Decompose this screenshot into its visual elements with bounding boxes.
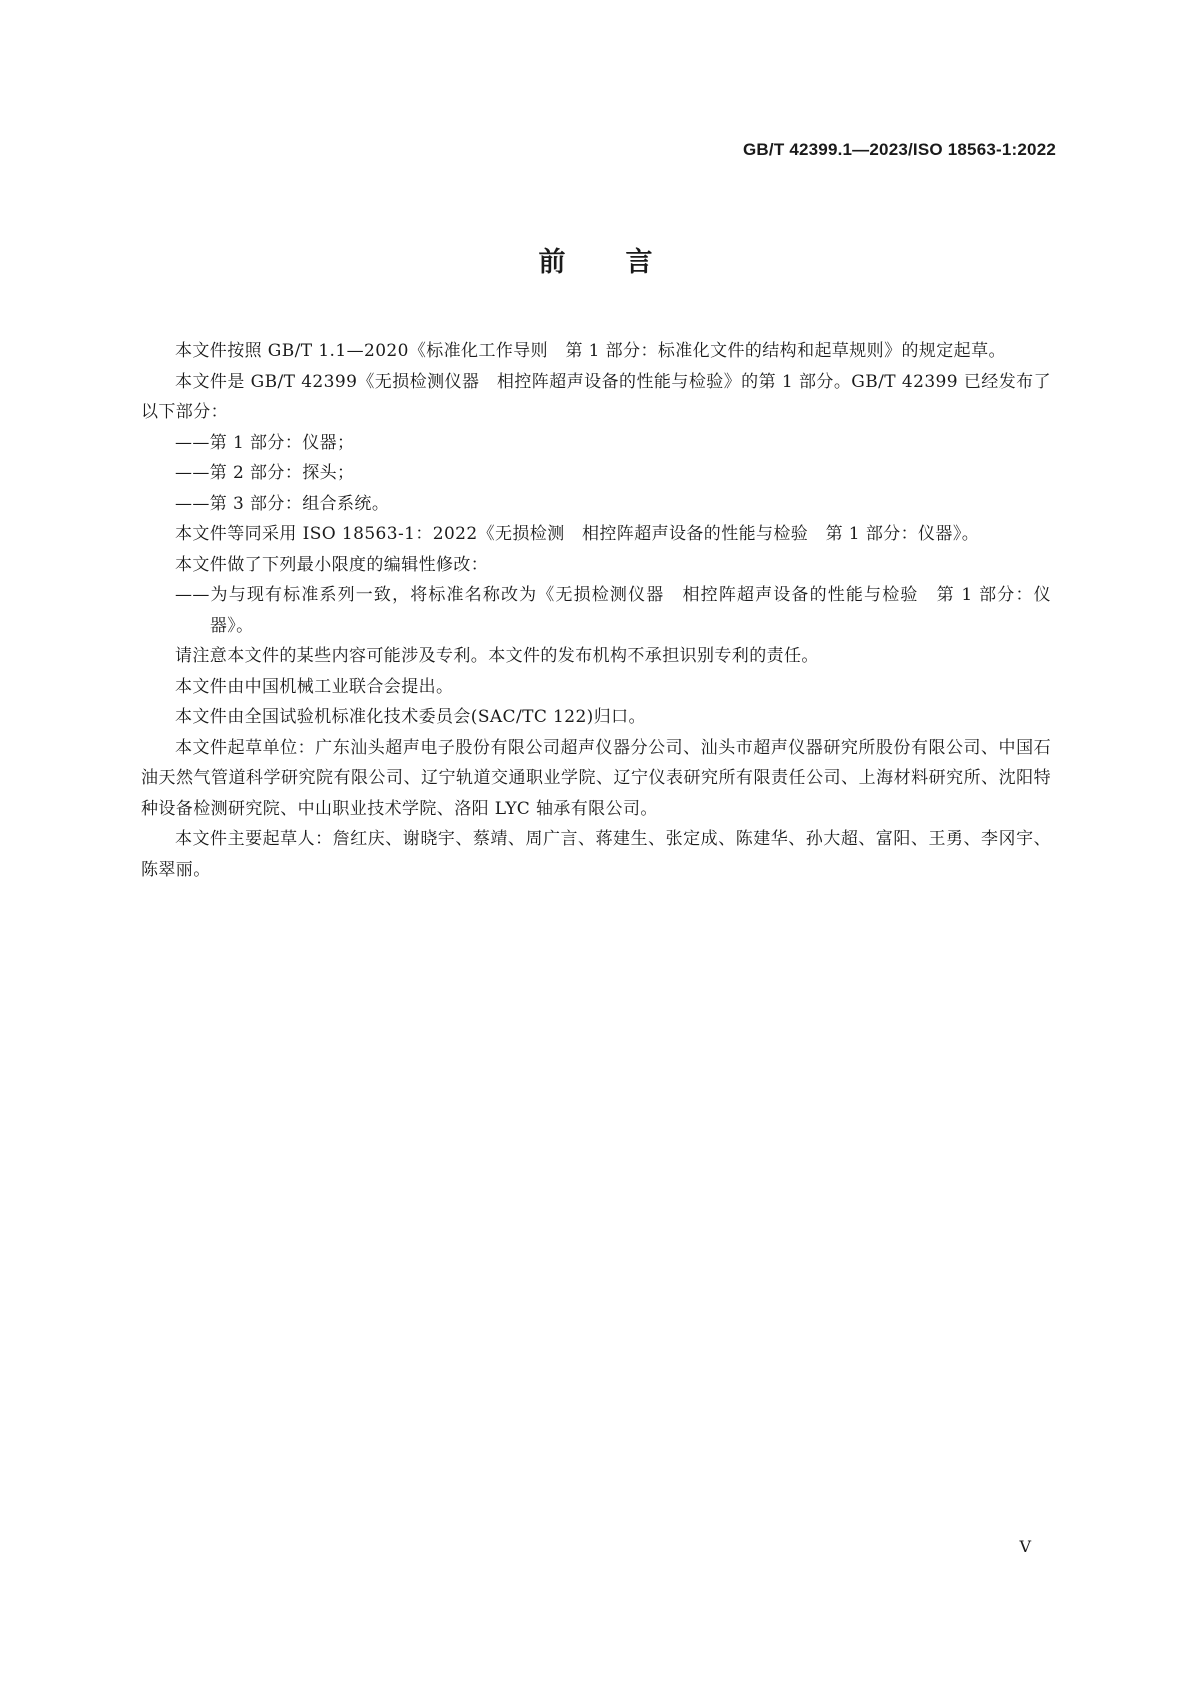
paragraph-drafting-units: 本文件起草单位：广东汕头超声电子股份有限公司超声仪器分公司、汕头市超声仪器研究所股份有限公司、中国石油天然气管道科学研究院有限公司、辽宁轨道交通职业学院、辽宁仪表研究所有限责任公司、上海材料研究所、沈阳特种设备检测研究院、中山职业技术学院、洛阳 LYC 轴承有限公司。 <box>141 737 1051 819</box>
paragraph-series-parts: 本文件是 GB/T 42399《无损检测仪器 相控阵超声设备的性能与检验》的第 1 部分。GB/T 42399 已经发布了以下部分： <box>141 371 1051 422</box>
paragraph-patent-notice: 请注意本文件的某些内容可能涉及专利。本文件的发布机构不承担识别专利的责任。 <box>175 646 819 666</box>
foreword-body <box>141 336 1051 885</box>
list-item-part-2: ——第 2 部分：探头； <box>175 463 355 483</box>
list-item-part-3: ——第 3 部分：组合系统。 <box>175 493 390 514</box>
page-number: V <box>1019 1537 1031 1556</box>
list-item-name-change: ——为与现有标准系列一致，将标准名称改为《无损检测仪器 相控阵超声设备的性能与检验 第 1 部分：仪器》。 <box>175 585 1051 636</box>
paragraph-editorial-changes: 本文件做了下列最小限度的编辑性修改： <box>175 554 489 575</box>
page-title: 前言 <box>538 247 713 278</box>
standard-code-header: GB/T 42399.1—2023/ISO 18563-1:2022 <box>743 140 1056 159</box>
paragraph-iso-adoption: 本文件等同采用 ISO 18563-1：2022《无损检测 相控阵超声设备的性能与检验 第 1 部分：仪器》。 <box>175 524 980 544</box>
paragraph-proposer: 本文件由中国机械工业联合会提出。 <box>175 676 454 697</box>
paragraph-drafters: 本文件主要起草人：詹红庆、谢晓宇、蔡靖、周广言、蒋建生、张定成、陈建华、孙大超、富阳、王勇、李冈宇、陈翠丽。 <box>141 829 1051 880</box>
paragraph-drafting-rules: 本文件按照 GB/T 1.1—2020《标准化工作导则 第 1 部分：标准化文件的结构和起草规则》的规定起草。 <box>175 341 1006 361</box>
list-item-part-1: ——第 1 部分：仪器； <box>175 432 355 453</box>
paragraph-committee: 本文件由全国试验机标准化技术委员会(SAC/TC 122)归口。 <box>175 707 646 727</box>
